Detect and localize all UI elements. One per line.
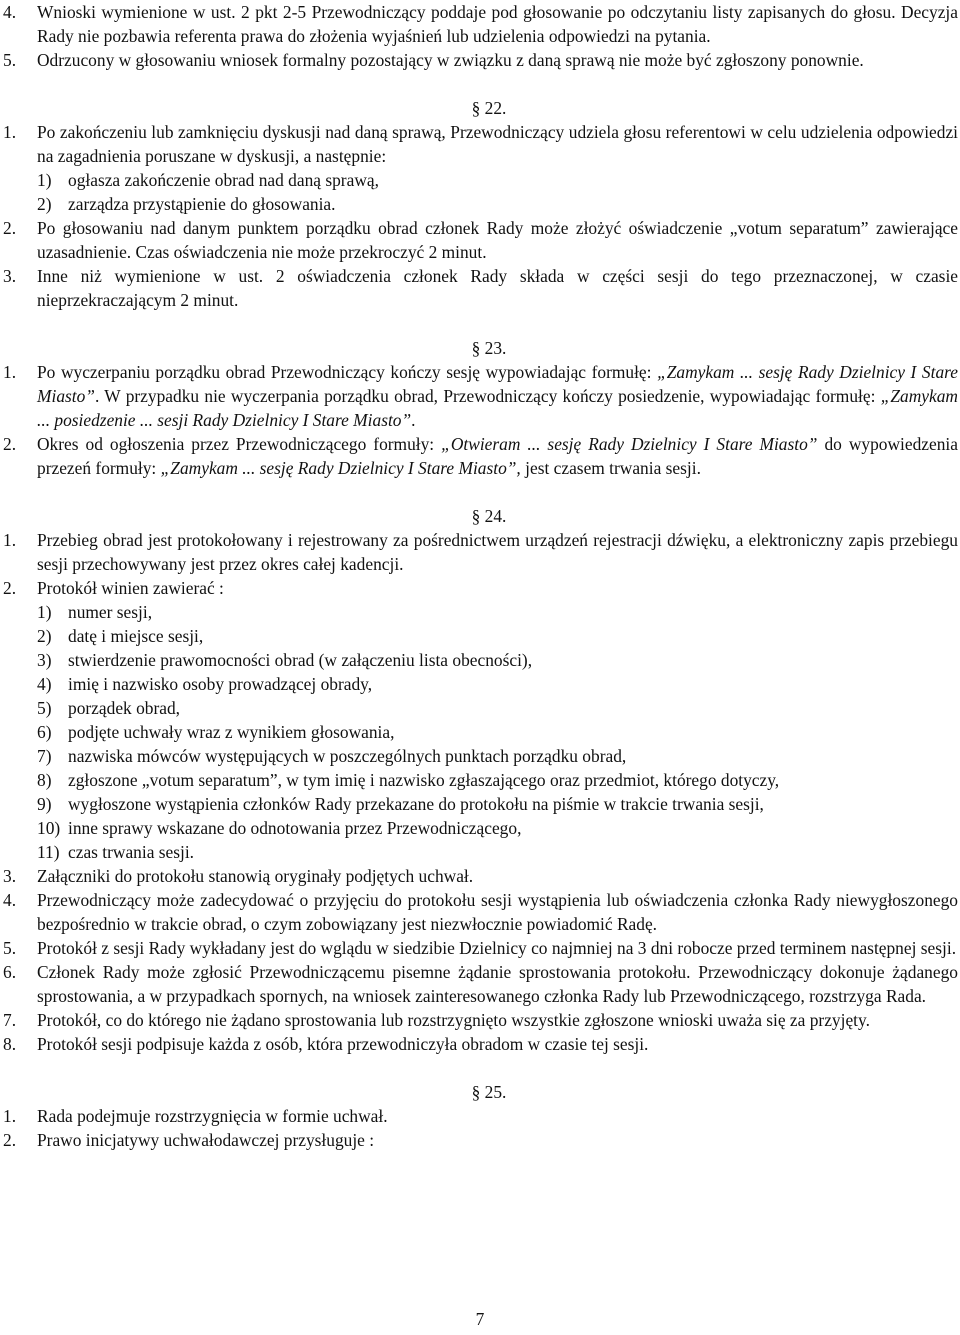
list-number: 2)	[37, 194, 52, 214]
paragraph-number: 7.	[3, 1010, 17, 1030]
s24-paragraph-7	[0, 1008, 958, 1032]
section-heading-24: § 24.	[471, 506, 507, 526]
paragraph-number: 2.	[3, 218, 17, 238]
s23-paragraph-1	[0, 360, 958, 432]
paragraph-text: Przebieg obrad jest protokołowany i rejestrowany za pośrednictwem urządzeń rejestracji dźwięku, a elektroniczny zapis przebiegu sesji przechowywany jest przez okres całej kadencji.	[37, 530, 958, 574]
list-number: 7)	[37, 746, 52, 766]
paragraph-text: Po głosowaniu nad danym punktem porządku obrad członek Rady może złożyć oświadczenie „votum separatum” zawierające uzasadnienie. Czas oświadczenia nie może przekroczyć 2 minut.	[37, 218, 958, 262]
s24-paragraph-5	[0, 936, 958, 960]
list-text: ogłasza zakończenie obrad nad daną sprawą,	[68, 170, 379, 190]
list-text: zgłoszone „votum separatum”, w tym imię i nazwisko zgłaszającego oraz przedmiot, którego dotyczy,	[68, 770, 780, 790]
protocol-list-item	[0, 768, 958, 792]
paragraph-number: 5.	[3, 938, 17, 958]
s24-paragraph-3	[0, 864, 958, 888]
paragraph-text: Po zakończeniu lub zamknięciu dyskusji nad daną sprawą, Przewodniczący udziela głosu referentowi w celu udzielenia odpowiedzi na zagadnienia poruszane w dyskusji, a następnie:	[37, 122, 958, 166]
protocol-list-item	[0, 672, 958, 696]
protocol-list-item	[0, 696, 958, 720]
s24-paragraph-6	[0, 960, 958, 1008]
protocol-list-item	[0, 720, 958, 744]
list-text: numer sesji,	[68, 602, 153, 622]
s22-paragraph-2	[0, 216, 958, 264]
protocol-list-item	[0, 792, 958, 816]
paragraph-number: 2.	[3, 1130, 17, 1150]
s24-paragraph-2	[0, 576, 958, 600]
formula-text: „Zamykam ... sesję Rady Dzielnicy I Stare Miasto”,	[160, 458, 521, 478]
s22-list-item	[0, 168, 958, 192]
list-number: 1)	[37, 170, 52, 190]
list-text: datę i miejsce sesji,	[68, 626, 204, 646]
paragraph-text: . W przypadku nie wyczerpania porządku obrad, Przewodniczący kończy posiedzenie, wypowiadając formułę:	[94, 386, 881, 406]
paragraph-text: .	[411, 410, 416, 430]
list-text: imię i nazwisko osoby prowadzącej obrady,	[68, 674, 373, 694]
protocol-contents-list	[0, 600, 958, 864]
paragraph-number: 5.	[3, 50, 17, 70]
paragraph-text: Okres od ogłoszenia przez Przewodniczącego formuły:	[37, 434, 442, 454]
list-text: czas trwania sesji.	[68, 842, 195, 862]
s25-paragraph-2	[0, 1128, 958, 1152]
s23-paragraph-2	[0, 432, 958, 480]
list-number: 1)	[37, 602, 52, 622]
list-text: podjęte uchwały wraz z wynikiem głosowania,	[68, 722, 395, 742]
paragraph-text: jest czasem trwania sesji.	[520, 458, 701, 478]
list-number: 6)	[37, 722, 52, 742]
protocol-list-item	[0, 840, 958, 864]
protocol-list-item	[0, 624, 958, 648]
paragraph-text: Protokół winien zawierać :	[37, 578, 224, 598]
list-text: stwierdzenie prawomocności obrad (w załączeniu lista obecności),	[68, 650, 533, 670]
formula-text: „Otwieram ... sesję Rady Dzielnicy I Stare Miasto”	[441, 434, 818, 454]
list-number: 4)	[37, 674, 52, 694]
s24-paragraph-1	[0, 528, 958, 576]
list-number: 3)	[37, 650, 52, 670]
paragraph-number: 1.	[3, 362, 17, 382]
protocol-list-item	[0, 816, 958, 840]
paragraph-text: Po wyczerpaniu porządku obrad Przewodniczący kończy sesję wypowiadając formułę:	[37, 362, 658, 382]
list-text: porządek obrad,	[68, 698, 181, 718]
paragraph-text: Wnioski wymienione w ust. 2 pkt 2-5 Przewodniczący poddaje pod głosowanie po odczytaniu listy zapisanych do głosu. Decyzja Rady nie pozbawia referenta prawa do złożenia wyjaśnień lub udzielenia odpowiedzi na pytania.	[37, 2, 958, 46]
paragraph-number: 6.	[3, 962, 17, 982]
list-number: 9)	[37, 794, 52, 814]
list-number: 5)	[37, 698, 52, 718]
list-text: wygłoszone wystąpienia członków Rady przekazane do protokołu na piśmie w trakcie trwania sesji,	[68, 794, 764, 814]
list-text: inne sprawy wskazane do odnotowania przez Przewodniczącego,	[68, 818, 522, 838]
formula-text: „Zamykam ... posiedzenie ... sesji Rady Dzielnicy I Stare Miasto”	[37, 386, 958, 430]
paragraph-number: 1.	[3, 122, 17, 142]
paragraph-number: 4.	[3, 890, 17, 910]
list-number: 2)	[37, 626, 52, 646]
s22-paragraph-1	[0, 120, 958, 168]
list-number: 10)	[37, 818, 61, 838]
paragraph-number: 2.	[3, 434, 17, 454]
section-heading-22: § 22.	[471, 98, 507, 118]
paragraph-text: do wypowiedzenia przezeń formuły:	[37, 434, 958, 478]
page-number: 7	[475, 1309, 485, 1329]
paragraph-4	[0, 0, 958, 48]
paragraph-number: 2.	[3, 578, 17, 598]
paragraph-number: 4.	[3, 2, 17, 22]
paragraph-text: Rada podejmuje rozstrzygnięcia w formie uchwał.	[37, 1106, 388, 1126]
paragraph-number: 1.	[3, 530, 17, 550]
paragraph-text: Protokół sesji podpisuje każda z osób, która przewodniczyła obradom w czasie tej sesji.	[37, 1034, 649, 1054]
s22-list-item	[0, 192, 958, 216]
paragraph-text: Załączniki do protokołu stanowią oryginały podjętych uchwał.	[37, 866, 474, 886]
paragraph-text: Członek Rady może zgłosić Przewodniczącemu pisemne żądanie sprostowania protokołu. Przewodniczący dokonuje żądanego sprostowania, a w przypadkach spornych, na wniosek zainteresowanego członka Rady lub Przewodniczącego, rozstrzyga Rada.	[37, 962, 958, 1006]
protocol-list-item	[0, 744, 958, 768]
s24-paragraph-8	[0, 1032, 958, 1056]
list-text: zarządza przystąpienie do głosowania.	[68, 194, 336, 214]
formula-text: „Zamykam ... sesję Rady Dzielnicy I Stare Miasto”	[37, 362, 958, 406]
paragraph-5	[0, 48, 958, 72]
paragraph-text: Prawo inicjatywy uchwałodawczej przysługuje :	[37, 1130, 375, 1150]
s22-paragraph-3	[0, 264, 958, 312]
paragraph-text: Inne niż wymienione w ust. 2 oświadczenia członek Rady składa w części sesji do tego przeznaczonej, w czasie nieprzekraczającym 2 minut.	[37, 266, 958, 310]
paragraph-text: Odrzucony w głosowaniu wniosek formalny pozostający w związku z daną sprawą nie może być zgłoszony ponownie.	[37, 50, 864, 70]
protocol-list-item	[0, 600, 958, 624]
paragraph-text: Protokół, co do którego nie żądano sprostowania lub rozstrzygnięto wszystkie zgłoszone wnioski uważa się za przyjęty.	[37, 1010, 870, 1030]
protocol-list-item	[0, 648, 958, 672]
list-number: 8)	[37, 770, 52, 790]
s24-paragraph-4	[0, 888, 958, 936]
paragraph-text: Przewodniczący może zadecydować o przyjęciu do protokołu sesji wystąpienia lub oświadczenia członka Rady niewygłoszonego bezpośrednio w trakcie obrad, o czym zobowiązany jest niezwłocznie powiadomić Radę.	[37, 890, 958, 934]
s25-paragraph-1	[0, 1104, 958, 1128]
paragraph-number: 1.	[3, 1106, 17, 1126]
paragraph-number: 8.	[3, 1034, 17, 1054]
section-heading-23: § 23.	[471, 338, 507, 358]
section-heading-25: § 25.	[471, 1082, 507, 1102]
list-text: nazwiska mówców występujących w poszczególnych punktach porządku obrad,	[68, 746, 627, 766]
paragraph-text: Protokół z sesji Rady wykładany jest do wglądu w siedzibie Dzielnicy co najmniej na 3 dni robocze przed terminem następnej sesji.	[37, 938, 957, 958]
paragraph-number: 3.	[3, 866, 17, 886]
paragraph-number: 3.	[3, 266, 17, 286]
list-number: 11)	[37, 842, 60, 862]
